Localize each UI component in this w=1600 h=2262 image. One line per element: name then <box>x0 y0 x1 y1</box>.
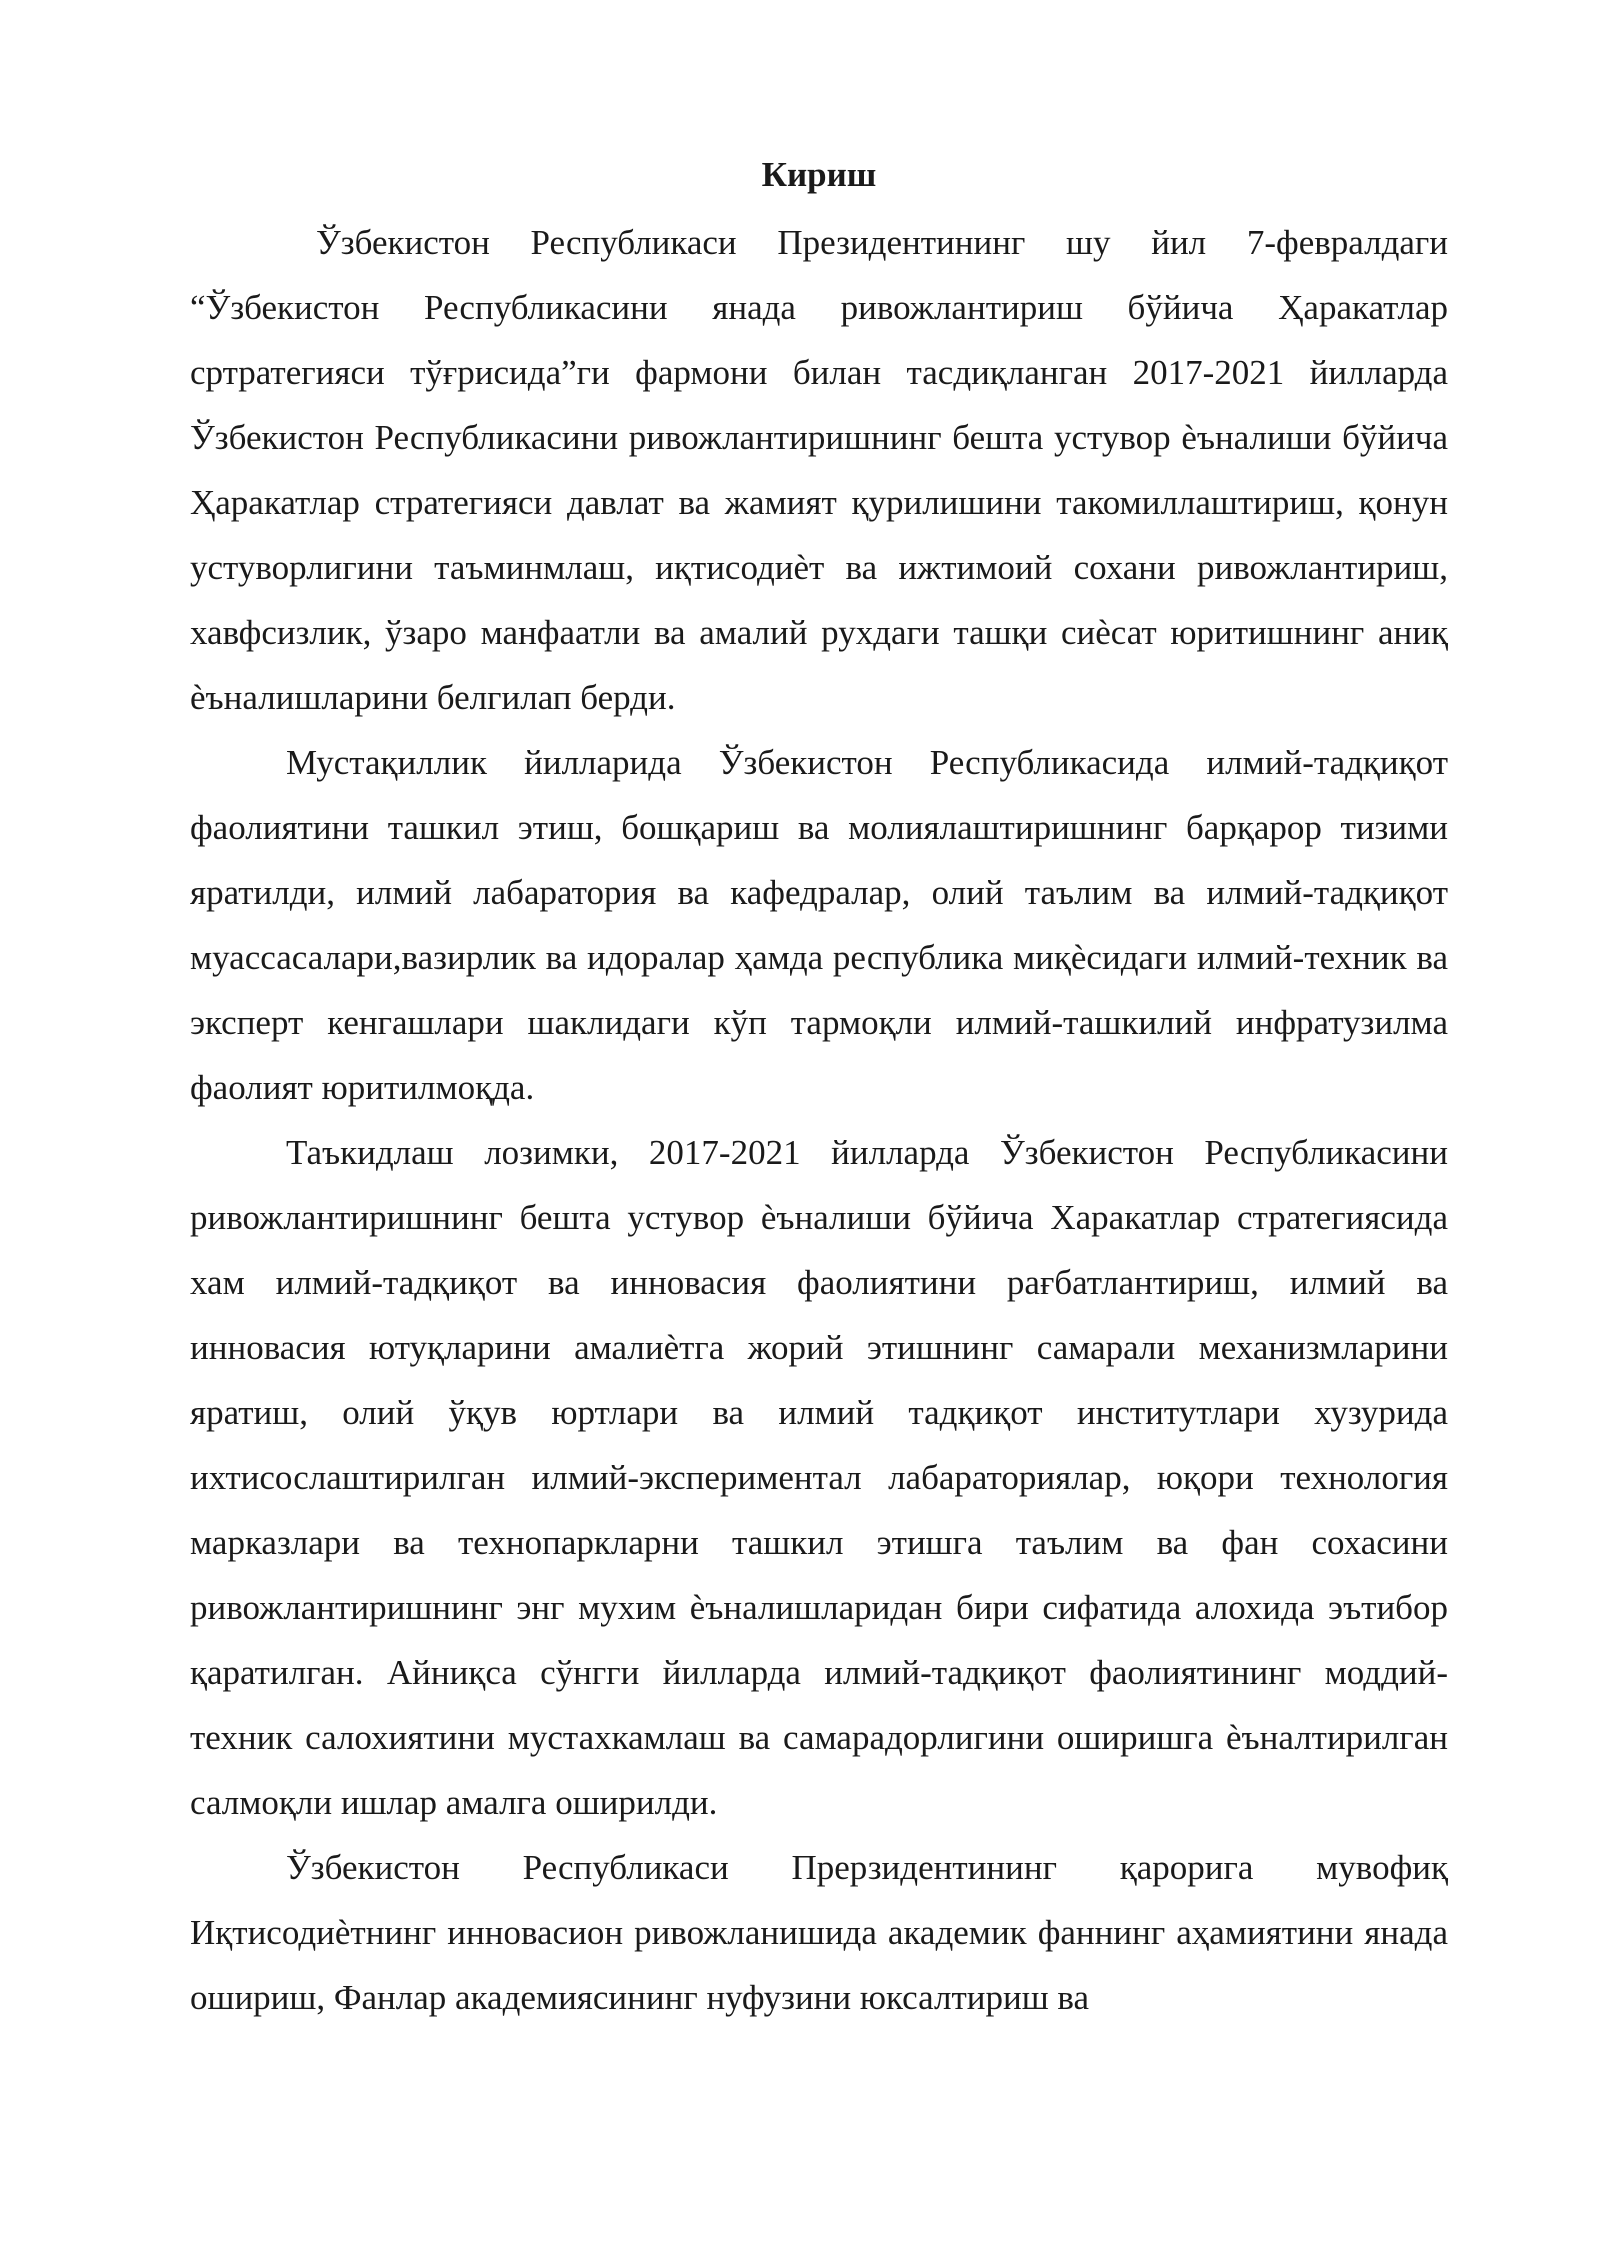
paragraph-2: Мустақиллик йилларида Ўзбекистон Республикасида илмий-тадқиқот фаолиятини ташкил этиш, бошқариш ва молиялаштиришнинг барқарор тизими яратилди, илмий лабаратория ва кафедралар, олий таълим ва илмий-тадқиқот муассасалари,вазирлик ва идоралар ҳамда республика миқѐсидаги илмий-техник ва эксперт кенгашлари шаклидаги кўп тармоқли илмий-ташкилий инфратузилма фаолият юритилмоқда. <box>190 743 1448 1107</box>
paragraph-3: Таъкидлаш лозимки, 2017-2021 йилларда Ўзбекистон Республикасини ривожлантиришнинг бешта устувор ѐъналиши бўйича Харакатлар стратегиясида хам илмий-тадқиқот ва инновасия фаолиятини рағбатлантириш, илмий ва инновасия ютуқларини амалиѐтга жорий этишнинг самарали механизмларини яратиш, олий ўқув юртлари ва илмий тадқиқот институтлари хузурида ихтисослаштирилган илмий-экспериментал лабараториялар, юқори технология марказлари ва технопаркларни ташкил этишга таълим ва фан сохасини ривожлантиришнинг энг мухим ѐъналишларидан бири сифатида алохида эътибор қаратилган. Айниқса сўнгги йилларда илмий-тадқиқот фаолиятининг моддий-техник салохиятини мустахкамлаш ва самарадорлигини оширишга ѐъналтирилган салмоқли ишлар амалга оширилди. <box>190 1133 1448 1822</box>
document-page <box>190 150 1448 2030</box>
paragraph-1: Ўзбекистон Республикаси Президентининг шу йил 7-февралдаги “Ўзбекистон Республикасини янада ривожлантириш бўйича Ҳаракатлар сртратегияси тўғрисида”ги фармони билан тасдиқланган 2017-2021 йилларда Ўзбекистон Республикасини ривожлантиришнинг бешта устувор ѐъналиши бўйича Ҳаракатлар стратегияси давлат ва жамият қурилишини такомиллаштириш, қонун устуворлигини таъминмлаш, иқтисодиѐт ва ижтимоий сохани ривожлантириш, хавфсизлик, ўзаро манфаатли ва амалий рухдаги ташқи сиѐсат юритишнинг аниқ ѐъналишларини белгилап берди. <box>190 223 1448 717</box>
paragraph-4: Ўзбекистон Республикаси Прерзидентининг қарорига мувофиқ Иқтисодиѐтнинг инновасион ривожланишида академик фаннинг аҳамиятини янада ошириш, Фанлар академиясининг нуфузини юксалтириш ва <box>190 1848 1448 2017</box>
page-title: Кириш <box>761 155 877 194</box>
